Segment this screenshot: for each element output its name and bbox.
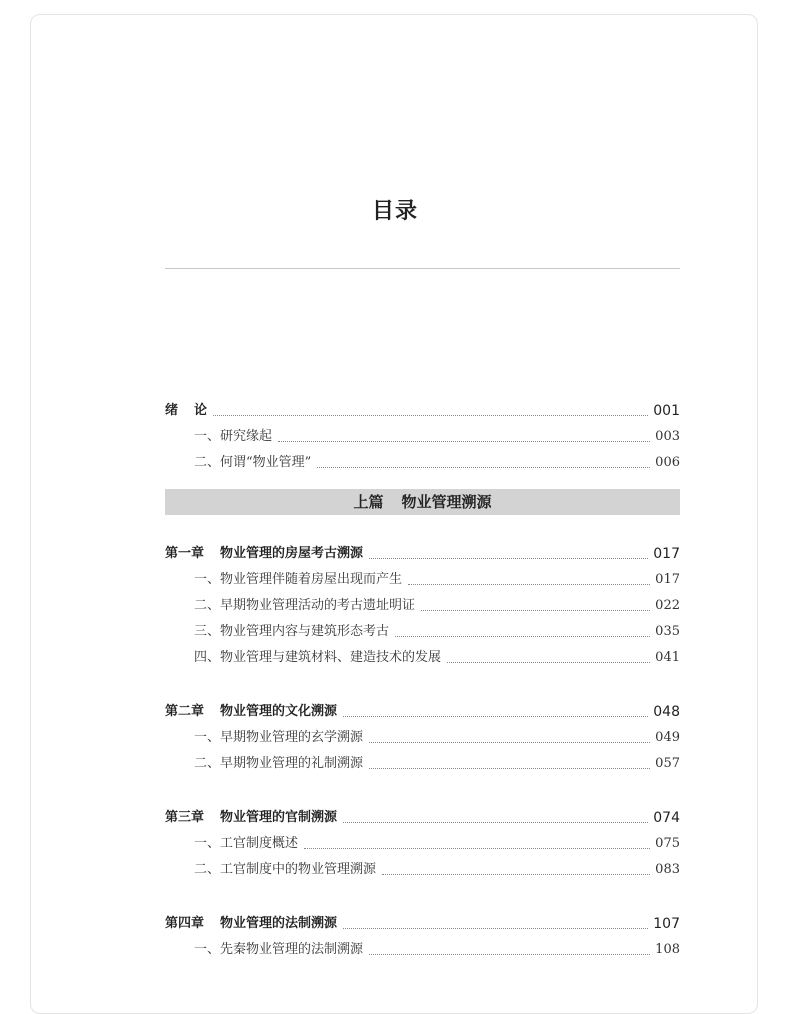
toc-section-label: 一、研究缘起	[194, 429, 273, 444]
toc-chapter-2[interactable]	[165, 699, 680, 725]
toc-section-label: 一、工官制度概述	[194, 836, 299, 851]
toc-section-label: 一、物业管理伴随着房屋出现而产生	[194, 572, 403, 587]
toc-page-number: 022	[655, 598, 680, 613]
toc-section-2-1[interactable]	[165, 725, 680, 751]
toc-section-2-2[interactable]	[165, 751, 680, 777]
dot-leader	[369, 768, 650, 769]
dot-leader	[447, 662, 650, 663]
part-prefix: 上篇	[353, 493, 384, 511]
toc-chapter-label: 第二章 物业管理的文化溯源	[165, 704, 338, 719]
page-title: 目录	[371, 199, 418, 224]
toc-page-number: 075	[655, 836, 680, 851]
dot-leader	[304, 848, 650, 849]
toc-page-number: 001	[653, 403, 680, 419]
toc-section-1-1[interactable]	[165, 567, 680, 593]
toc-chapter-label: 第一章 物业管理的房屋考古溯源	[165, 546, 364, 561]
toc-chapter-label: 第四章 物业管理的法制溯源	[165, 916, 338, 931]
title-divider	[165, 268, 680, 269]
toc-section-3-2[interactable]	[165, 857, 680, 883]
dot-leader	[382, 874, 650, 875]
toc-page-number: 049	[655, 730, 680, 745]
toc-chapter-4[interactable]	[165, 911, 680, 937]
toc-page-number: 083	[655, 862, 680, 877]
dot-leader	[278, 441, 650, 442]
toc-intro-label: 绪 论	[165, 403, 208, 418]
toc-section-1-2[interactable]	[165, 593, 680, 619]
dot-leader	[317, 467, 650, 468]
table-of-contents	[165, 398, 680, 963]
toc-section-label: 二、工官制度中的物业管理溯源	[194, 862, 377, 877]
toc-chapter-label: 第三章 物业管理的官制溯源	[165, 810, 338, 825]
toc-section-label: 三、物业管理内容与建筑形态考古	[194, 624, 390, 639]
dot-leader	[213, 415, 648, 416]
toc-section-label: 四、物业管理与建筑材料、建造技术的发展	[194, 650, 442, 665]
dot-leader	[343, 716, 648, 717]
part-heading	[165, 489, 680, 515]
dot-leader	[395, 636, 650, 637]
toc-page-number: 048	[653, 704, 680, 720]
toc-section-label: 一、先秦物业管理的法制溯源	[194, 942, 364, 957]
toc-entry-intro-2[interactable]	[165, 450, 680, 476]
dot-leader	[343, 928, 648, 929]
toc-chapter-3[interactable]	[165, 805, 680, 831]
toc-page-number: 041	[655, 650, 680, 665]
toc-page-number: 074	[653, 810, 680, 826]
toc-page-number: 017	[655, 572, 680, 587]
toc-section-4-1[interactable]	[165, 937, 680, 963]
dot-leader	[408, 584, 650, 585]
toc-page-number: 057	[655, 756, 680, 771]
toc-section-3-1[interactable]	[165, 831, 680, 857]
toc-section-1-4[interactable]	[165, 645, 680, 671]
toc-section-label: 二、何谓“物业管理”	[194, 455, 312, 470]
toc-chapter-1[interactable]	[165, 541, 680, 567]
toc-page-number: 003	[655, 429, 680, 444]
toc-entry-intro[interactable]	[165, 398, 680, 424]
toc-page-number: 108	[655, 942, 680, 957]
dot-leader	[343, 822, 648, 823]
toc-section-label: 二、早期物业管理的礼制溯源	[194, 756, 364, 771]
toc-section-1-3[interactable]	[165, 619, 680, 645]
toc-section-label: 一、早期物业管理的玄学溯源	[194, 730, 364, 745]
toc-page-number: 107	[653, 916, 680, 932]
dot-leader	[369, 742, 650, 743]
toc-section-label: 二、早期物业管理活动的考古遗址明证	[194, 598, 416, 613]
toc-page-number: 035	[655, 624, 680, 639]
toc-page-number: 006	[655, 455, 680, 470]
dot-leader	[369, 558, 648, 559]
toc-entry-intro-1[interactable]	[165, 424, 680, 450]
toc-page-number: 017	[653, 546, 680, 562]
dot-leader	[421, 610, 650, 611]
part-title: 物业管理溯源	[401, 493, 492, 511]
dot-leader	[369, 954, 650, 955]
